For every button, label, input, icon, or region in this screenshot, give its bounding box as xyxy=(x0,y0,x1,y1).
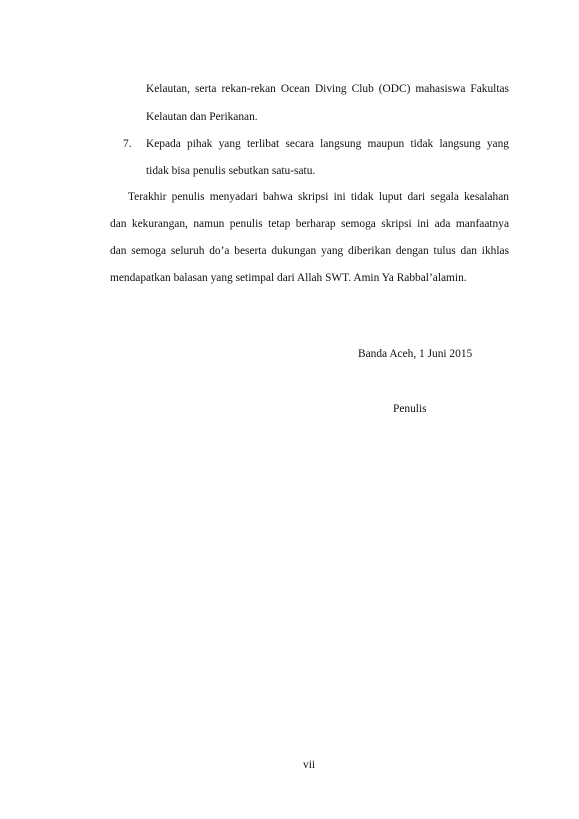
list-item-7-line-1: Kepada pihak yang terlibat secara langsung maupun tidak langsung yang xyxy=(146,138,509,150)
list-item-6-line-2: Kelautan dan Perikanan. xyxy=(146,111,258,123)
paragraph-line-3: dan semoga seluruh do’a beserta dukungan yang diberikan dengan tulus dan ikhlas xyxy=(110,245,509,257)
paragraph-line-2: dan kekurangan, namun penulis tetap berharap semoga skripsi ini ada manfaatnya xyxy=(110,218,509,230)
place-date: Banda Aceh, 1 Juni 2015 xyxy=(358,348,473,360)
page-number: vii xyxy=(303,759,316,771)
paragraph-line-4: mendapatkan balasan yang setimpal dari Allah SWT. Amin Ya Rabbal’alamin. xyxy=(110,272,467,284)
paragraph-line-1: Terakhir penulis menyadari bahwa skripsi ini tidak luput dari segala kesalahan xyxy=(128,191,509,203)
list-item-6-line-1: Kelautan, serta rekan-rekan Ocean Diving Club (ODC) mahasiswa Fakultas xyxy=(146,83,509,95)
list-item-7-line-2: tidak bisa penulis sebutkan satu-satu. xyxy=(146,165,316,177)
signature-label: Penulis xyxy=(393,403,427,415)
list-item-7-number: 7. xyxy=(123,138,132,150)
